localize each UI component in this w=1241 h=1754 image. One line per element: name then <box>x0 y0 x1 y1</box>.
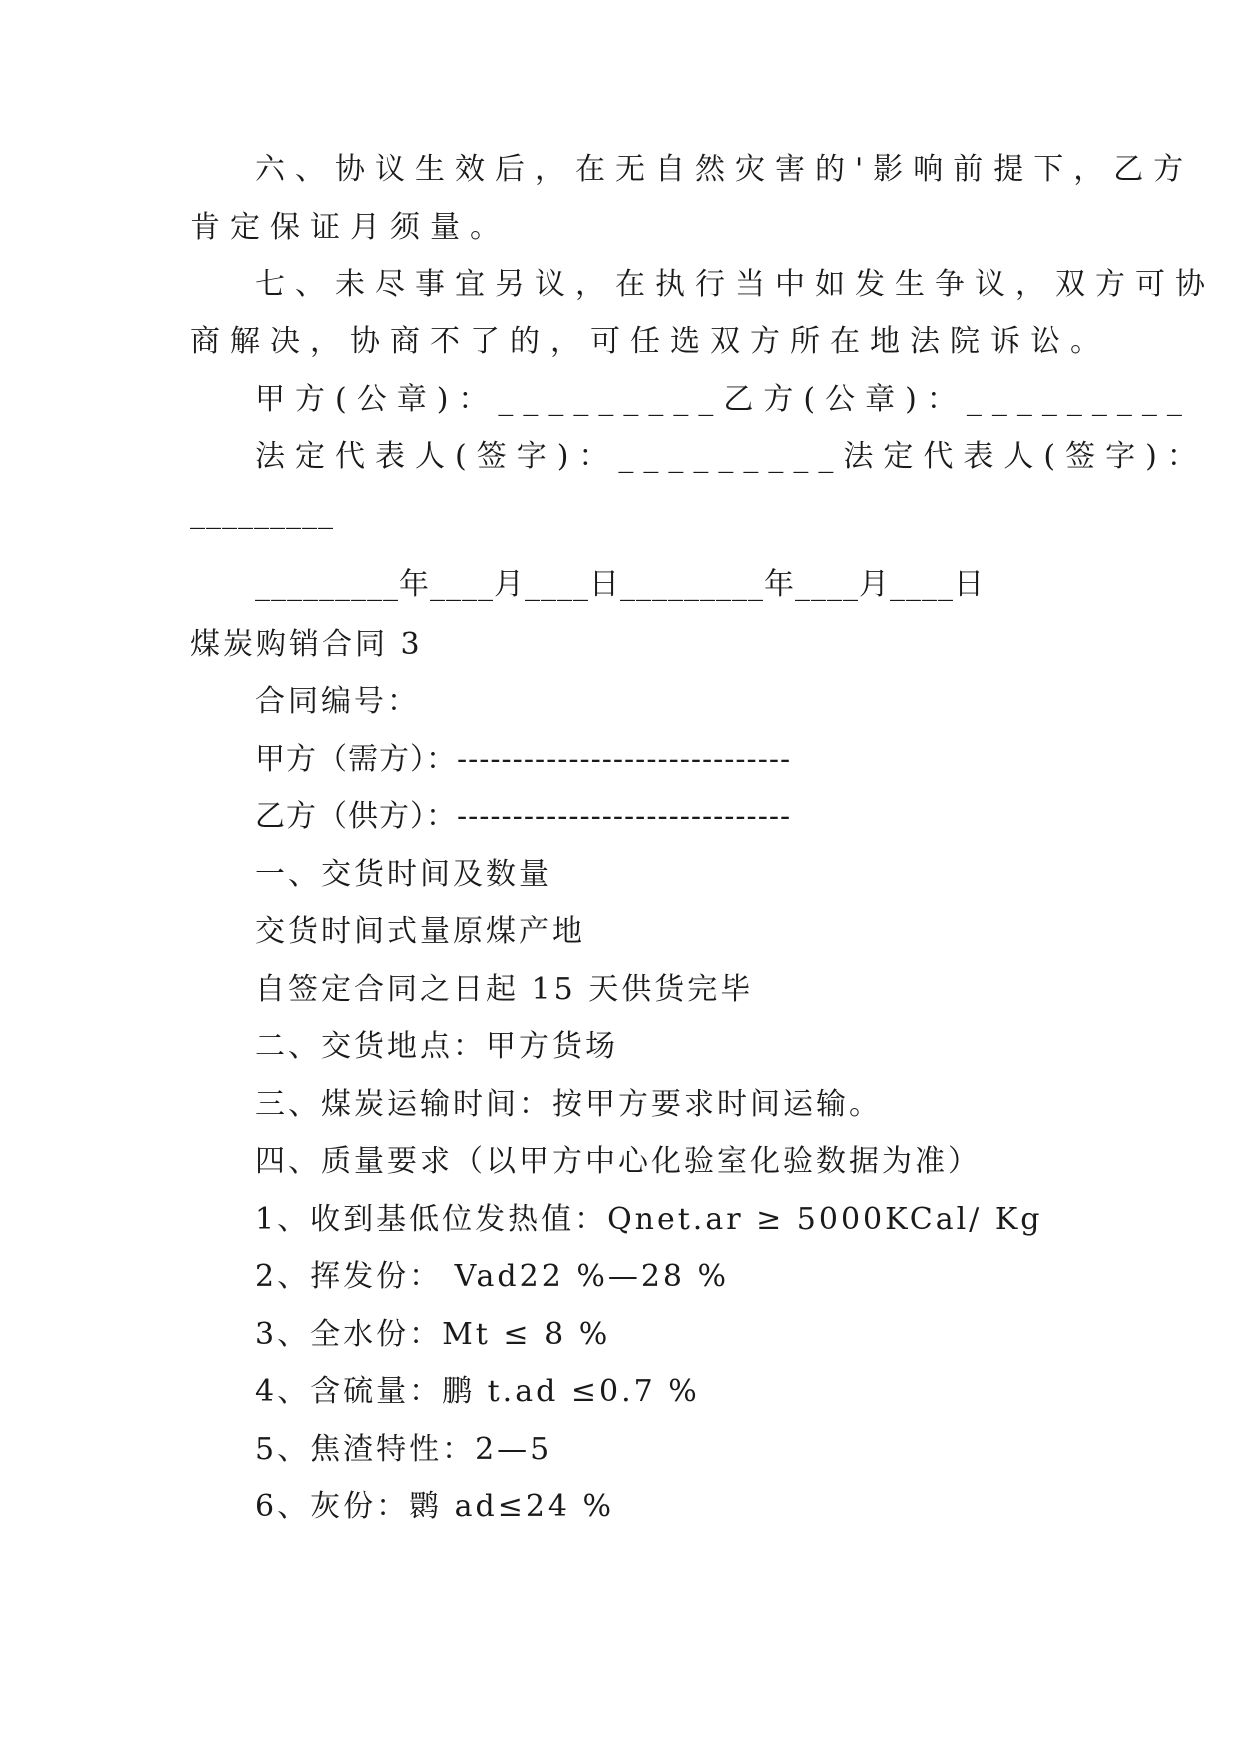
contract-title: 煤炭购销合同 3 <box>190 627 423 662</box>
clause-7-line-2: 商解决，协商不了的，可任选双方所在地法院诉讼。 <box>190 324 1110 359</box>
quality-item-3: 3、全水份：Mt ≤ 8 % <box>255 1317 611 1352</box>
party-a-line: 甲方（需方）：------------------------------ <box>255 742 792 777</box>
seal-line: 甲方(公章)：_________乙方(公章)：_________ <box>255 382 1192 417</box>
quality-item-6: 6、灰份：鹮 ad≤24 % <box>255 1489 615 1524</box>
section-1-heading: 一、交货时间及数量 <box>255 857 552 892</box>
clause-7-line-1: 七、未尽事宜另议，在执行当中如发生争议，双方可协 <box>255 267 1215 302</box>
delivery-term: 自签定合同之日起 15 天供货完毕 <box>255 972 754 1007</box>
date-line: _________年____月____日_________年____月____日 <box>255 567 985 602</box>
party-b-line: 乙方（供方）：------------------------------ <box>255 799 792 834</box>
quality-item-5: 5、焦渣特性：2—5 <box>255 1432 553 1467</box>
quality-item-2: 2、挥发份： Vad22 %—28 % <box>255 1259 730 1294</box>
clause-6-line-1: 六、协议生效后，在无自然灾害的'影响前提下，乙方 <box>255 152 1194 187</box>
representative-line: 法定代表人(签字)：_________法定代表人(签字)： <box>255 439 1207 474</box>
delivery-header: 交货时间式量原煤产地 <box>255 914 585 949</box>
quality-item-1: 1、收到基低位发热值：Qnet.ar ≥ 5000KCal/ Kg <box>255 1202 1043 1237</box>
section-4-heading: 四、质量要求（以甲方中心化验室化验数据为准） <box>255 1144 981 1179</box>
section-2: 二、交货地点：甲方货场 <box>255 1029 618 1064</box>
contract-number: 合同编号： <box>255 684 420 719</box>
clause-6-line-2: 肯定保证月须量。 <box>190 210 510 245</box>
quality-item-4: 4、含硫量：鹏 t.ad ≤0.7 % <box>255 1374 700 1409</box>
section-3: 三、煤炭运输时间：按甲方要求时间运输。 <box>255 1087 882 1122</box>
representative-blank: _________ <box>190 495 334 530</box>
